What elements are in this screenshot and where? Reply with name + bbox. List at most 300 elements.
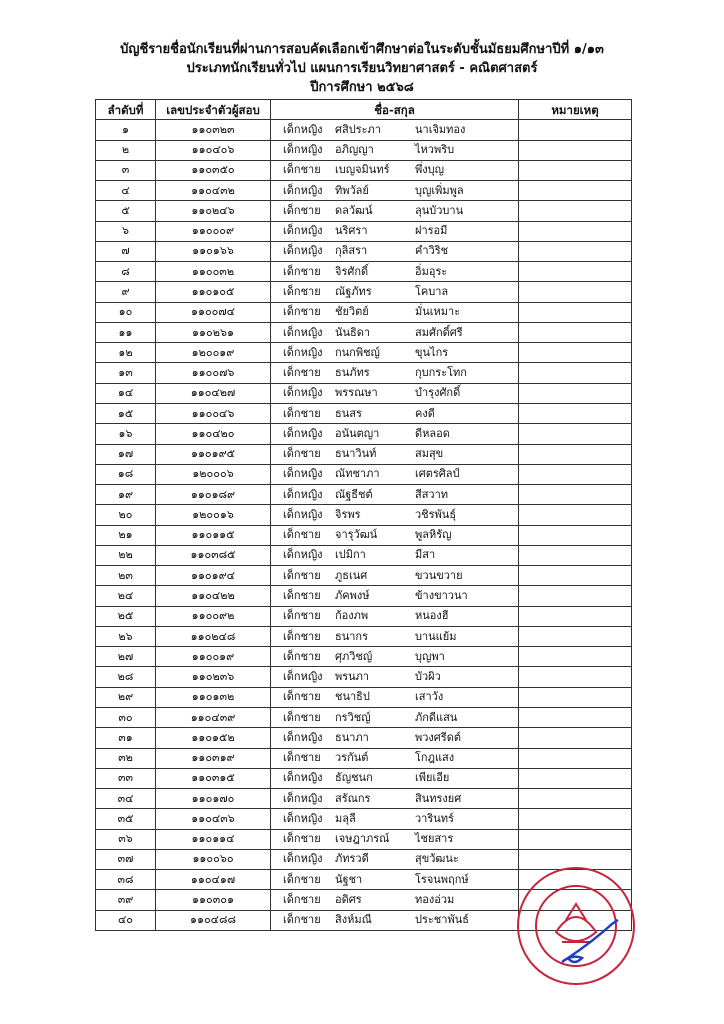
first-name: สิงห์มณี [335,913,372,927]
student-name [271,181,519,201]
last-name: เสาวัง [415,690,444,704]
first-name: ธนาวินท์ [335,447,377,461]
table-row [96,444,632,464]
exam-id: ๑๑๐๒๓๖ [156,667,271,687]
row-number: ๓๐ [96,707,156,727]
first-name: ณัฐภัทร [335,285,372,299]
remark [519,525,632,545]
student-name [271,647,519,667]
table-row [96,181,632,201]
student-name [271,789,519,809]
last-name: โคบาล [415,285,449,299]
student-name [271,728,519,748]
first-name: ณัฐธีชต์ [335,487,373,501]
table-row [96,221,632,241]
last-name: โกฎแสง [415,751,455,765]
last-name: ไหวพริบ [415,143,455,157]
last-name: สุขวัฒนะ [415,852,459,866]
table-body [96,120,632,931]
student-name [271,667,519,687]
row-number: ๒ [96,140,156,160]
table-row [96,140,632,160]
exam-id: ๑๑๐๑๘๙ [156,485,271,505]
exam-id: ๑๑๐๔๒๒ [156,586,271,606]
exam-id: ๑๑๐๑๙๔ [156,566,271,586]
student-name [271,687,519,707]
last-name: ทองอ่วม [415,892,455,906]
student-name [271,586,519,606]
remark [519,201,632,221]
name-prefix: เด็กหญิง [283,325,323,339]
first-name: ศสิประภา [335,122,381,136]
last-name: สีสวาท [415,487,449,501]
row-number: ๓๗ [96,849,156,869]
first-name: เบญจมินทร์ [335,163,390,177]
first-name: ธนภัทร [335,366,370,380]
exam-id: ๑๑๐๓๑๕ [156,768,271,788]
first-name: นริศรา [335,224,368,238]
remark [519,626,632,646]
exam-id: ๑๑๐๑๙๕ [156,444,271,464]
row-number: ๓๓ [96,768,156,788]
exam-id: ๑๑๐๓๒๓ [156,120,271,140]
header-name: ชื่อ-สกุล [271,100,519,120]
remark [519,505,632,525]
student-name [271,403,519,423]
name-prefix: เด็กชาย [283,872,321,886]
name-prefix: เด็กชาย [283,285,321,299]
last-name: บุญเพิ่มพูล [415,183,464,197]
row-number: ๑๖ [96,424,156,444]
row-number: ๑๗ [96,444,156,464]
student-name [271,140,519,160]
first-name: จารุวัฒน์ [335,528,378,542]
exam-id: ๑๑๐๐๗๔ [156,302,271,322]
remark [519,221,632,241]
last-name: สมสุข [415,447,444,461]
student-list-table [95,99,632,931]
student-name [271,829,519,849]
student-name [271,424,519,444]
remark [519,829,632,849]
name-prefix: เด็กหญิง [283,487,323,501]
row-number: ๔๐ [96,910,156,930]
exam-id: ๑๑๐๔๒๐ [156,424,271,444]
row-number: ๓๘ [96,870,156,890]
first-name: นันธิดา [335,325,371,339]
first-name: วรกันต์ [335,751,369,765]
name-prefix: เด็กชาย [283,163,321,177]
remark [519,647,632,667]
exam-id: ๑๒๐๐๐๖ [156,464,271,484]
last-name: ขวนขวาย [415,568,463,582]
last-name: ขุนไกร [415,345,449,359]
name-prefix: เด็กหญิง [283,244,323,258]
row-number: ๑ [96,120,156,140]
exam-id: ๑๑๐๐๑๙ [156,647,271,667]
table-row [96,464,632,484]
exam-id: ๑๑๐๔๓๙ [156,707,271,727]
student-name [271,241,519,261]
first-name: เจษฎาภรณ์ [335,832,390,846]
first-name: ภัคพงษ์ [335,589,370,602]
student-name [271,890,519,910]
last-name: กุบกระโทก [415,366,467,380]
last-name: พวงศรีดต์ [415,730,461,744]
row-number: ๓ [96,160,156,180]
first-name: เปมิกา [335,548,366,562]
student-name [271,363,519,383]
name-prefix: เด็กหญิง [283,852,323,866]
name-prefix: เด็กชาย [283,629,321,643]
name-prefix: เด็กชาย [283,568,321,582]
remark [519,363,632,383]
student-name [271,485,519,505]
exam-id: ๑๑๐๑๑๕ [156,525,271,545]
row-number: ๘ [96,262,156,282]
name-prefix: เด็กหญิง [283,386,323,400]
exam-id: ๑๑๐๒๖๑ [156,322,271,342]
name-prefix: เด็กหญิง [283,811,323,825]
table-row [96,383,632,403]
last-name: สมศักดิ์ศรี [415,325,463,339]
table-row [96,201,632,221]
first-name: ธนสร [335,406,362,420]
last-name: อิ่มอุระ [415,264,448,278]
name-prefix: เด็กชาย [283,264,321,278]
student-name [271,343,519,363]
name-prefix: เด็กชาย [283,832,321,846]
last-name: ภักดีแสน [415,710,458,724]
exam-id: ๑๑๐๔๘๘ [156,910,271,930]
remark [519,181,632,201]
name-prefix: เด็กชาย [283,913,321,927]
exam-id: ๑๑๐๐๓๒ [156,262,271,282]
student-name [271,464,519,484]
first-name: ภัทรวดี [335,852,369,866]
remark [519,707,632,727]
name-prefix: เด็กชาย [283,528,321,542]
name-prefix: เด็กชาย [283,203,321,217]
student-name [271,221,519,241]
exam-id: ๑๑๐๐๙๒ [156,606,271,626]
table-row [96,626,632,646]
first-name: นัฐชา [335,872,363,886]
name-prefix: เด็กชาย [283,589,321,602]
exam-id: ๑๑๐๓๑๙ [156,748,271,768]
document-title: บัญชีรายชื่อนักเรียนที่ผ่านการสอบคัดเลือกเข้าศึกษาต่อในระดับชั้นมัธยมศึกษาปีที่ ๑/๑๓ [120,42,604,57]
table-row [96,566,632,586]
table-row [96,748,632,768]
name-prefix: เด็กชาย [283,892,321,906]
first-name: มลุลี [335,811,356,825]
last-name: หนองฮี [415,609,449,623]
exam-id: ๑๑๐๓๐๑ [156,890,271,910]
name-prefix: เด็กหญิง [283,224,323,238]
student-name [271,262,519,282]
first-name: จิรศักดิ์ [335,264,369,278]
last-name: บุญพา [415,649,445,663]
last-name: นาเจิมทอง [415,122,466,136]
remark [519,768,632,788]
table-row [96,687,632,707]
row-number: ๑๔ [96,383,156,403]
name-prefix: เด็กหญิง [283,426,323,440]
student-name [271,707,519,727]
exam-id: ๑๑๐๑๖๖ [156,241,271,261]
last-name: ประชาพันธ์ [415,913,469,927]
table-row [96,606,632,626]
table-row [96,647,632,667]
row-number: ๑๒ [96,343,156,363]
table-row [96,322,632,342]
exam-id: ๑๑๐๐๐๙ [156,221,271,241]
exam-id: ๑๒๐๐๑๖ [156,505,271,525]
exam-id: ๑๑๐๒๔๖ [156,201,271,221]
last-name: บัวผิว [415,670,441,684]
first-name: ก้องภพ [335,609,369,623]
first-name: อดิศร [335,892,362,906]
document-subtitle: ประเภทนักเรียนทั่วไป แผนการเรียนวิทยาศาสตร์ - คณิตศาสตร์ [186,61,538,76]
row-number: ๒๔ [96,586,156,606]
last-name: พึ่งบุญ [415,163,444,177]
remark [519,687,632,707]
row-number: ๑๙ [96,485,156,505]
first-name: กุลิสรา [335,244,368,258]
remark [519,586,632,606]
table-row [96,789,632,809]
row-number: ๑๐ [96,302,156,322]
student-name [271,120,519,140]
row-number: ๒๓ [96,566,156,586]
student-name [271,525,519,545]
remark [519,282,632,302]
exam-id: ๑๑๐๑๗๐ [156,789,271,809]
row-number: ๓๑ [96,728,156,748]
first-name: กรวิชญ์ [335,710,371,724]
student-name [271,626,519,646]
first-name: อนันตญา [335,426,380,440]
table-row [96,160,632,180]
student-name [271,383,519,403]
name-prefix: เด็กชาย [283,609,321,623]
row-number: ๓๒ [96,748,156,768]
last-name: เศตรศิลป์ [415,467,460,481]
first-name: ธนากร [335,629,368,643]
exam-id: ๑๑๐๔๑๗ [156,870,271,890]
table-row [96,302,632,322]
last-name: ข้างขาวนา [415,589,468,602]
name-prefix: เด็กชาย [283,406,321,420]
table-row [96,120,632,140]
row-number: ๒๕ [96,606,156,626]
remark [519,322,632,342]
table-row [96,262,632,282]
last-name: วชิรพันธุ์ [415,507,457,521]
remark [519,120,632,140]
exam-id: ๑๑๐๔๓๖ [156,809,271,829]
exam-id: ๑๑๐๑๑๔ [156,829,271,849]
student-name [271,282,519,302]
student-name [271,322,519,342]
student-name [271,160,519,180]
remark [519,160,632,180]
header-exam-id: เลขประจำตัวผู้สอบ [156,100,271,120]
academic-year: ปีการศึกษา ๒๕๖๘ [310,80,414,95]
last-name: สินทรงยศ [415,791,462,805]
table-row [96,707,632,727]
remark [519,140,632,160]
name-prefix: เด็กชาย [283,447,321,461]
exam-id: ๑๑๐๑๓๒ [156,687,271,707]
table-row [96,809,632,829]
row-number: ๓๖ [96,829,156,849]
last-name: ดีหลอด [415,426,450,440]
remark [519,748,632,768]
row-number: ๒๖ [96,626,156,646]
exam-id: ๑๑๐๔๐๖ [156,140,271,160]
school-seal-stamp [512,862,640,990]
exam-id: ๑๑๐๑๐๕ [156,282,271,302]
last-name: บำรุงศักดิ์ [415,386,461,400]
student-name [271,444,519,464]
first-name: ชัยวิตย์ [335,305,369,319]
table-row [96,424,632,444]
table-header-row [96,100,632,120]
remark [519,444,632,464]
row-number: ๖ [96,221,156,241]
last-name: ไชยสาร [415,832,454,846]
first-name: สรัณกร [335,791,371,805]
student-name [271,302,519,322]
first-name: ธนาภา [335,730,369,744]
last-name: ฝารอมี [415,224,448,238]
exam-id: ๑๑๐๑๕๒ [156,728,271,748]
remark [519,485,632,505]
student-name [271,768,519,788]
row-number: ๒๘ [96,667,156,687]
first-name: ภูธเนศ [335,568,368,582]
name-prefix: เด็กชาย [283,366,321,380]
exam-id: ๑๑๐๒๔๘ [156,626,271,646]
name-prefix: เด็กหญิง [283,467,323,481]
row-number: ๑๑ [96,322,156,342]
remark [519,241,632,261]
last-name: วารินทร์ [415,811,454,825]
row-number: ๒๑ [96,525,156,545]
row-number: ๓๙ [96,890,156,910]
row-number: ๑๓ [96,363,156,383]
student-name [271,606,519,626]
remark [519,343,632,363]
name-prefix: เด็กชาย [283,690,321,704]
last-name: คำวิริช [415,244,449,258]
name-prefix: เด็กหญิง [283,548,323,562]
remark [519,424,632,444]
name-prefix: เด็กชาย [283,751,321,765]
first-name: ทิพวัลย์ [335,183,369,197]
row-number: ๓๕ [96,809,156,829]
row-number: ๑๘ [96,464,156,484]
remark [519,464,632,484]
table-row [96,728,632,748]
exam-id: ๑๑๐๐๖๐ [156,849,271,869]
student-name [271,870,519,890]
table-row [96,667,632,687]
last-name: เพียเอีย [415,771,450,785]
exam-id: ๑๑๐๓๕๐ [156,160,271,180]
row-number: ๒๒ [96,545,156,565]
row-number: ๙ [96,282,156,302]
first-name: ธัญชนก [335,771,373,785]
table-row [96,545,632,565]
table-row [96,768,632,788]
name-prefix: เด็กหญิง [283,507,323,521]
table-row [96,363,632,383]
remark [519,789,632,809]
student-name [271,505,519,525]
exam-id: ๑๑๐๐๗๖ [156,363,271,383]
remark [519,403,632,423]
row-number: ๒๙ [96,687,156,707]
table-row [96,829,632,849]
exam-id: ๑๑๐๔๒๗ [156,383,271,403]
remark [519,667,632,687]
student-name [271,545,519,565]
row-number: ๗ [96,241,156,261]
name-prefix: เด็กชาย [283,649,321,663]
first-name: จิรพร [335,507,361,521]
header-no: ลำดับที่ [96,100,156,120]
table-row [96,505,632,525]
remark [519,566,632,586]
last-name: มั่นเหมาะ [415,305,461,319]
student-name [271,809,519,829]
name-prefix: เด็กหญิง [283,791,323,805]
name-prefix: เด็กชาย [283,305,321,319]
first-name: ชนาธิป [335,690,370,704]
row-number: ๒๗ [96,647,156,667]
remark [519,302,632,322]
row-number: ๕ [96,201,156,221]
name-prefix: เด็กหญิง [283,670,323,684]
remark [519,545,632,565]
last-name: ลุนบัวบาน [415,203,464,217]
last-name: มีสา [415,548,436,562]
first-name: ณัทชาภา [335,467,380,481]
remark [519,606,632,626]
name-prefix: เด็กหญิง [283,143,323,157]
row-number: ๓๔ [96,789,156,809]
name-prefix: เด็กหญิง [283,183,323,197]
table-row [96,282,632,302]
name-prefix: เด็กหญิง [283,122,323,136]
exam-id: ๑๑๐๓๘๕ [156,545,271,565]
name-prefix: เด็กหญิง [283,345,323,359]
student-name [271,849,519,869]
row-number: ๒๐ [96,505,156,525]
remark [519,262,632,282]
first-name: กนกพิชญ์ [335,345,380,359]
first-name: ศุภวิชญ์ [335,649,373,663]
last-name: คงดี [415,406,435,420]
table-row [96,343,632,363]
student-name [271,910,519,930]
exam-id: ๑๑๐๐๔๖ [156,403,271,423]
student-name [271,566,519,586]
table-row [96,485,632,505]
remark [519,809,632,829]
